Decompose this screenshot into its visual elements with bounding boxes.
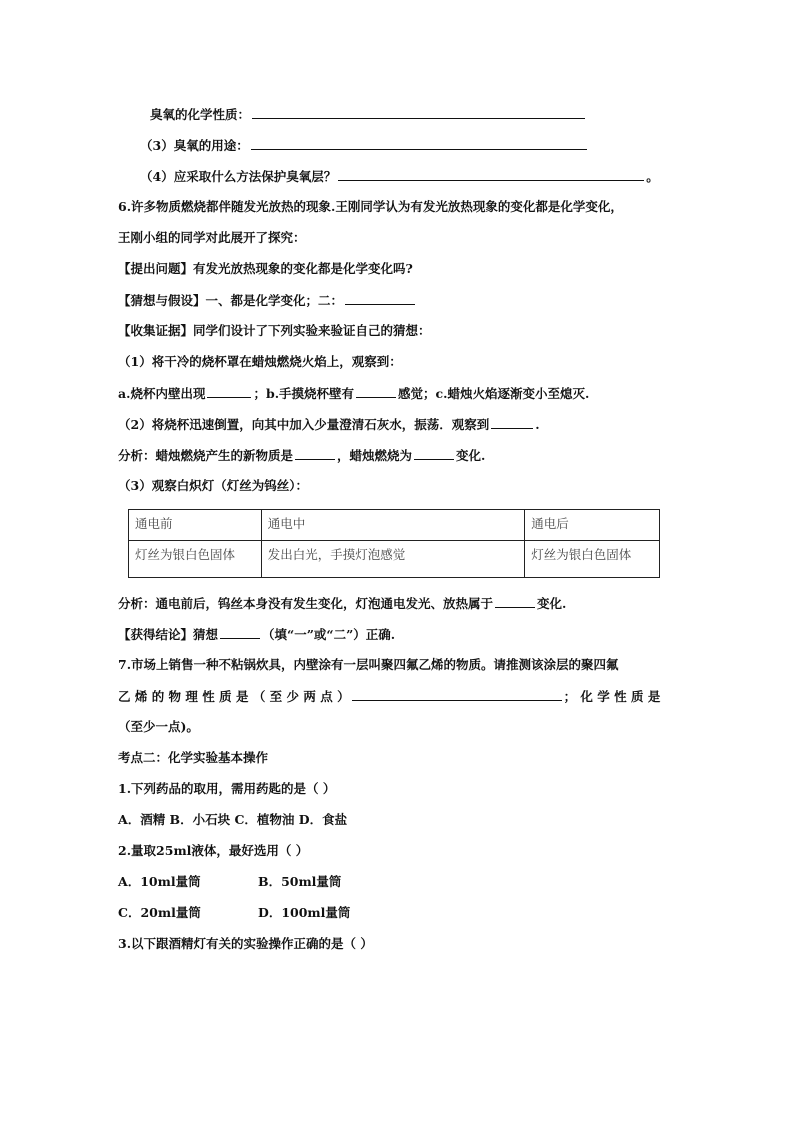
question-6-intro: 6.许多物质燃烧都伴随发光放热的现象.王刚同学认为有发光放热现象的变化都是化学变化，: [118, 199, 623, 214]
table-cell: 灯丝为银白色固体: [129, 541, 262, 578]
question-2-options-cd: C．20ml量筒: [118, 905, 201, 920]
question-2-option-d: D．100ml量筒: [258, 905, 351, 920]
answer-blank[interactable]: [356, 384, 396, 398]
table-header-during: 通电中: [261, 510, 524, 541]
raise-question: 【提出问题】有发光放热现象的变化都是化学变化吗?: [118, 261, 413, 276]
ozone-use-line: （3）臭氧的用途：: [140, 136, 589, 155]
ozone-protection-line: （4）应采取什么方法保护臭氧层？ 。: [140, 169, 659, 184]
table-header-after: 通电后: [525, 510, 660, 541]
question-2: 2.量取25ml液体，最好选用（ ）: [118, 843, 309, 858]
answer-blank[interactable]: [251, 136, 587, 150]
analysis-1: 分析：蜡烛燃烧产生的新物质是 ，蜡烛燃烧为 变化.: [118, 448, 486, 463]
experiment-1: （1）将干冷的烧杯罩在蜡烛燃烧火焰上，观察到：: [118, 354, 402, 369]
answer-blank[interactable]: [414, 446, 454, 460]
question-7-properties: 乙 烯 的 物 理 性 质 是 （ 至 少 两 点 ） ； 化 学 性 质 是: [118, 689, 661, 704]
answer-blank[interactable]: [345, 291, 415, 305]
question-1: 1.下列药品的取用，需用药匙的是（ ）: [118, 781, 336, 796]
answer-blank[interactable]: [338, 167, 644, 181]
collect-evidence: 【收集证据】同学们设计了下列实验来验证自己的猜想：: [118, 323, 431, 338]
lamp-observation-table: [128, 509, 660, 578]
answer-blank[interactable]: [295, 446, 335, 460]
experiment-1-observations: a.烧杯内壁出现 ；b.手摸烧杯壁有 感觉；c.蜡烛火焰逐渐变小至熄灭.: [118, 386, 590, 401]
question-7: 7.市场上销售一种不粘锅炊具，内壁涂有一层叫聚四氟乙烯的物质。请推测该涂层的聚四氟: [118, 657, 619, 672]
table-cell: 灯丝为银白色固体: [525, 541, 660, 578]
answer-blank[interactable]: [491, 415, 533, 429]
section-heading: 考点二：化学实验基本操作: [118, 750, 269, 765]
ozone-chemical-property-line: 臭氧的化学性质：: [150, 105, 587, 124]
answer-blank[interactable]: [220, 625, 260, 639]
question-3: 3.以下跟酒精灯有关的实验操作正确的是（ ）: [118, 936, 373, 951]
question-2-option-b: B．50ml量筒: [258, 874, 342, 889]
answer-blank[interactable]: [252, 105, 585, 119]
table-row: [129, 510, 660, 541]
conclusion-line: 【获得结论】猜想 （填“一”或“二”）正确.: [118, 627, 396, 642]
table-header-before: 通电前: [129, 510, 262, 541]
question-7-cont: （至少一点)。: [118, 719, 199, 734]
experiment-3: （3）观察白炽灯（灯丝为钨丝）：: [118, 478, 308, 493]
analysis-2: 分析：通电前后，钨丝本身没有发生变化，灯泡通电发光、放热属于 变化.: [118, 596, 567, 611]
answer-blank[interactable]: [495, 594, 535, 608]
answer-blank[interactable]: [352, 687, 562, 701]
experiment-2: （2）将烧杯迅速倒置，向其中加入少量澄清石灰水，振荡．观察到 .: [118, 417, 540, 432]
question-6-intro-cont: 王刚小组的同学对此展开了探究：: [118, 230, 306, 245]
answer-blank[interactable]: [207, 384, 251, 398]
hypothesis-line: 【猜想与假设】一、都是化学变化；二：: [118, 291, 417, 310]
question-1-options: A．酒精 B．小石块 C．植物油 D．食盐: [118, 812, 348, 827]
question-2-options-ab: A．10ml量筒: [118, 874, 201, 889]
table-row: [129, 541, 660, 578]
table-cell: 发出白光，手摸灯泡感觉: [261, 541, 524, 578]
